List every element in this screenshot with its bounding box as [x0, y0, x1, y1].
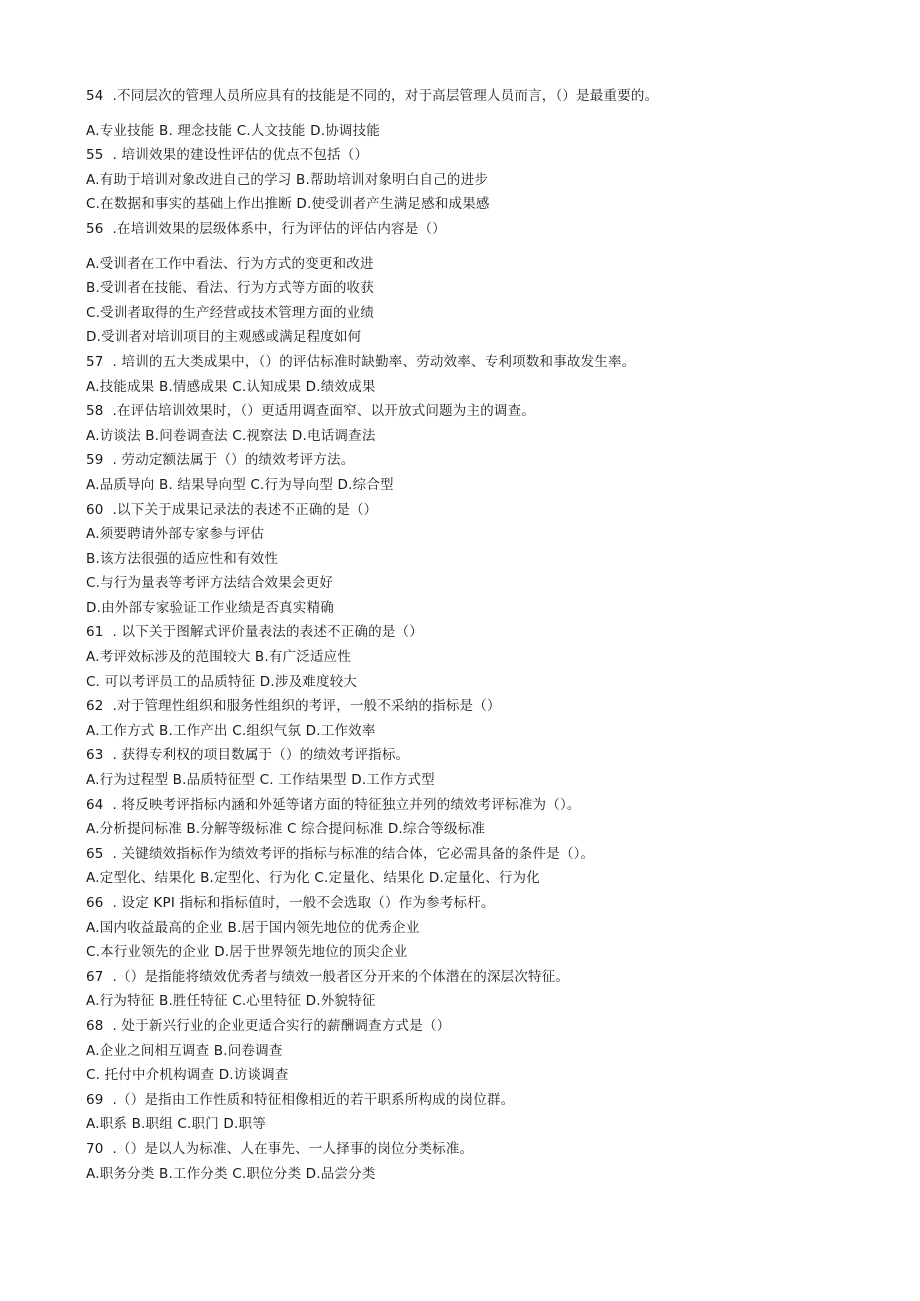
options-69: A.职系 B.职组 C.职门 D.职等 [86, 1116, 266, 1133]
options-68-cd: C. 托付中介机构调查 D.访谈调查 [86, 1067, 289, 1084]
question-64: 64 . 将反映考评指标内涵和外延等诸方面的特征独立并列的绩效考评标准为（）。 [86, 796, 581, 813]
question-66: 66 . 设定 KPI 指标和指标值时，一般不会选取（）作为参考标杆。 [86, 895, 495, 911]
options-65: A.定型化、结果化 B.定型化、行为化 C.定量化、结果化 D.定量化、行为化 [86, 870, 540, 887]
options-54: A.专业技能 B. 理念技能 C.人文技能 D.协调技能 [86, 122, 381, 139]
option-56-b: B.受训者在技能、看法、行为方式等方面的收获 [86, 280, 374, 297]
options-66-cd: C.本行业领先的企业 D.居于世界领先地位的顶尖企业 [86, 944, 408, 961]
options-66-ab: A.国内收益最高的企业 B.居于国内领先地位的优秀企业 [86, 919, 420, 936]
option-60-b: B.该方法很强的适应性和有效性 [86, 550, 279, 567]
question-55: 55 . 培训效果的建设性评估的优点不包括（） [86, 147, 369, 164]
question-69: 69 .（）是指由工作性质和特征相像相近的若干职系所构成的岗位群。 [86, 1091, 515, 1108]
option-56-c: C.受训者取得的生产经营或技术管理方面的业绩 [86, 304, 375, 321]
options-55-cd: C.在数据和事实的基础上作出推断 D.使受训者产生满足感和成果感 [86, 196, 490, 213]
question-54: 54 .不同层次的管理人员所应具有的技能是不同的，对于高层管理人员而言，（）是最重要的。 [86, 88, 659, 104]
option-60-a: A.须要聘请外部专家参与评估 [86, 526, 265, 543]
options-58: A.访谈法 B.问卷调查法 C.视察法 D.电话调查法 [86, 427, 376, 444]
options-62: A.工作方式 B.工作产出 C.组织气氛 D.工作效率 [86, 722, 376, 739]
options-59: A.品质导向 B. 结果导向型 C.行为导向型 D.综合型 [86, 476, 394, 493]
options-70: A.职务分类 B.工作分类 C.职位分类 D.品尝分类 [86, 1165, 376, 1182]
question-57: 57 . 培训的五大类成果中，（）的评估标准时缺勤率、劳动效率、专利项数和事故发生率。 [86, 353, 636, 370]
question-62: 62 .对于管理性组织和服务性组织的考评，一般不采纳的指标是（） [86, 698, 501, 715]
question-56: 56 .在培训效果的层级体系中，行为评估的评估内容是（） [86, 220, 446, 237]
question-67: 67 .（）是指能将绩效优秀者与绩效一般者区分开来的个体潜在的深层次特征。 [86, 968, 570, 985]
options-55-ab: A.有助于培训对象改进自己的学习 B.帮助培训对象明白自己的进步 [86, 171, 489, 188]
option-56-d: D.受训者对培训项目的主观感或满足程度如何 [86, 329, 362, 346]
option-60-d: D.由外部专家验证工作业绩是否真实精确 [86, 599, 334, 616]
options-63: A.行为过程型 B.品质特征型 C. 工作结果型 D.工作方式型 [86, 772, 435, 789]
options-61-cd: C. 可以考评员工的品质特征 D.涉及难度较大 [86, 673, 358, 690]
question-68: 68 . 处于新兴行业的企业更适合实行的薪酬调查方式是（） [86, 1017, 451, 1034]
question-58: 58 .在评估培训效果时，（）更适用调查面窄、以开放式问题为主的调查。 [86, 403, 536, 420]
question-70: 70 .（）是以人为标准、人在事先、一人择事的岗位分类标准。 [86, 1140, 474, 1157]
question-60: 60 .以下关于成果记录法的表述不正确的是（） [86, 501, 378, 518]
options-67: A.行为特征 B.胜任特征 C.心里特征 D.外貌特征 [86, 993, 376, 1010]
options-64: A.分析提问标准 B.分解等级标准 C 综合提问标准 D.综合等级标准 [86, 821, 486, 838]
question-63: 63 . 获得专利权的项目数属于（）的绩效考评指标。 [86, 747, 410, 764]
option-60-c: C.与行为量表等考评方法结合效果会更好 [86, 575, 334, 592]
options-68-ab: A.企业之间相互调查 B.问卷调查 [86, 1042, 283, 1059]
option-56-a: A.受训者在工作中看法、行为方式的变更和改进 [86, 255, 374, 272]
question-61: 61 . 以下关于图解式评价量表法的表述不正确的是（） [86, 624, 423, 641]
exam-page [86, 84, 886, 1186]
options-57: A.技能成果 B.情感成果 C.认知成果 D.绩效成果 [86, 378, 376, 395]
question-59: 59 . 劳动定额法属于（）的绩效考评方法。 [86, 452, 355, 469]
options-61-ab: A.考评效标涉及的范围较大 B.有广泛适应性 [86, 649, 352, 666]
question-65: 65 . 关键绩效指标作为绩效考评的指标与标准的结合体，它必需具备的条件是（）。 [86, 845, 595, 862]
